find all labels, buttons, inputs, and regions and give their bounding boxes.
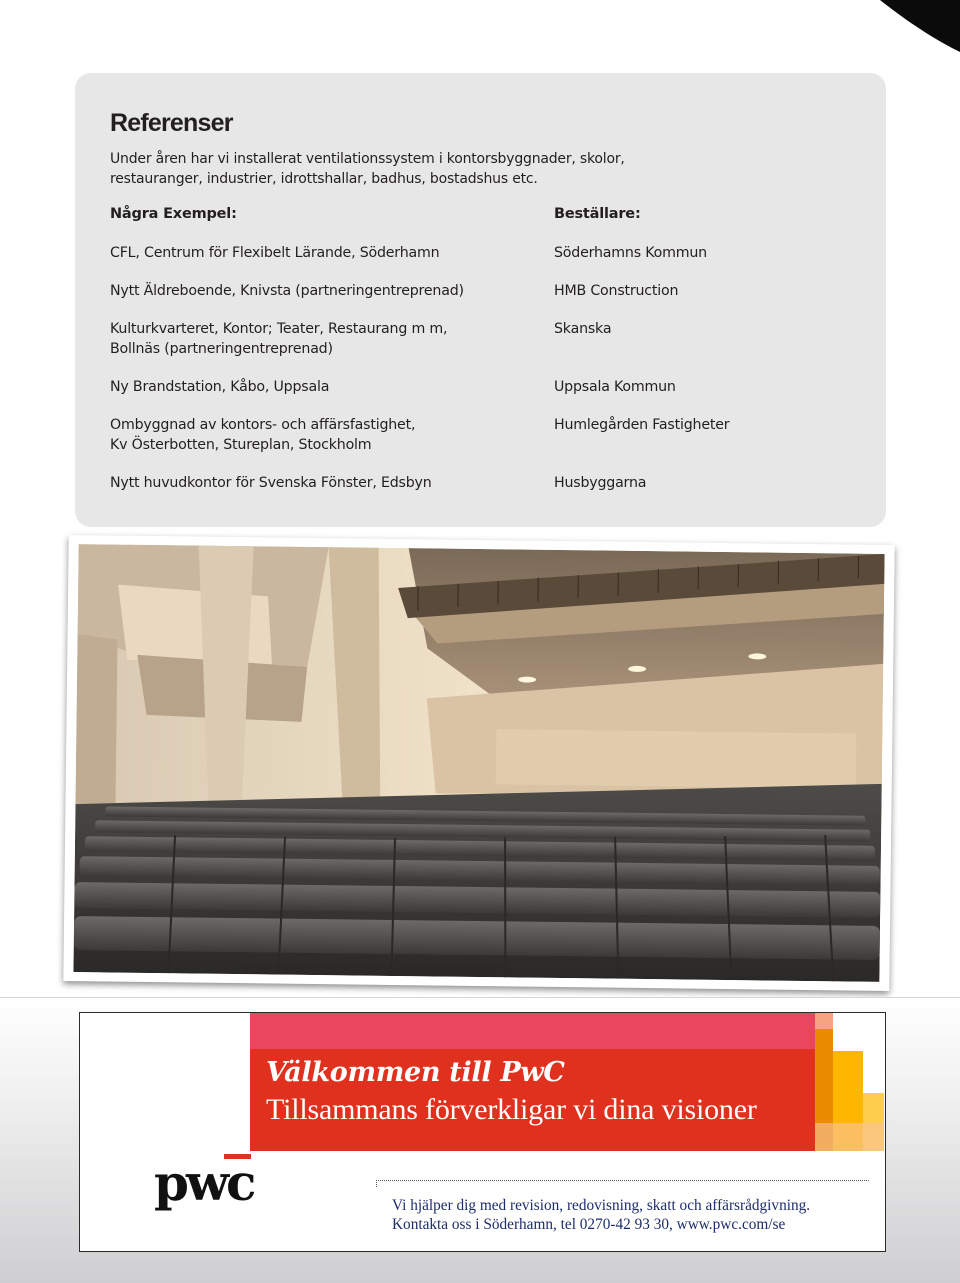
auditorium-photo (73, 544, 884, 982)
project-item (110, 415, 415, 455)
corner-decoration (0, 0, 960, 60)
intro-line-2: restauranger, industrier, idrottshallar, badhus, bostadshus etc. (110, 171, 538, 187)
project-name: Nytt Äldreboende, Knivsta (partneringentreprenad) (110, 283, 464, 299)
references-intro (110, 149, 710, 189)
project-name: CFL, Centrum för Flexibelt Lärande, Söderhamn (110, 245, 440, 261)
project-item (110, 319, 447, 359)
project-name-line-2: Bollnäs (partneringentreprenad) (110, 341, 333, 357)
clients-heading: Beställare: (554, 206, 641, 222)
project-name: Kulturkvarteret, Kontor; Teater, Restaurang m m, (110, 321, 448, 337)
references-card (75, 73, 886, 527)
project-item (110, 281, 464, 301)
references-title: Referenser (110, 109, 233, 137)
client-name: Skanska (554, 321, 612, 337)
pwc-advert (79, 1012, 886, 1252)
client-name: Söderhamns Kommun (554, 245, 707, 261)
client-name: HMB Construction (554, 283, 679, 299)
advert-headline: Välkommen till PwC (266, 1057, 565, 1088)
advert-body-line-2: Kontakta oss i Söderhamn, tel 0270-42 93 30, www.pwc.com/se (392, 1216, 786, 1233)
advert-body-line-1: Vi hjälper dig med revision, redovisning, skatt och affärsrådgivning. (392, 1197, 811, 1214)
intro-line-1: Under åren har vi installerat ventilationssystem i kontorsbyggnader, skolor, (110, 151, 625, 167)
client-name: Humlegården Fastigheter (554, 417, 730, 433)
auditorium-photo-frame (63, 535, 894, 991)
project-name: Nytt huvudkontor för Svenska Fönster, Edsbyn (110, 475, 432, 491)
client-name: Husbyggarna (554, 475, 647, 491)
projects-heading: Några Exempel: (110, 206, 237, 222)
advert-subheadline: Tillsammans förverkligar vi dina visioner (266, 1093, 757, 1126)
project-item (110, 243, 439, 263)
project-item (110, 473, 432, 493)
dotted-divider (376, 1180, 869, 1187)
project-name: Ombyggnad av kontors- och affärsfastighet, (110, 417, 416, 433)
project-name: Ny Brandstation, Kåbo, Uppsala (110, 379, 330, 395)
project-name-line-2: Kv Österbotten, Stureplan, Stockholm (110, 437, 372, 453)
client-name: Uppsala Kommun (554, 379, 676, 395)
project-item (110, 377, 329, 397)
pwc-logo: pwc (154, 1153, 254, 1212)
